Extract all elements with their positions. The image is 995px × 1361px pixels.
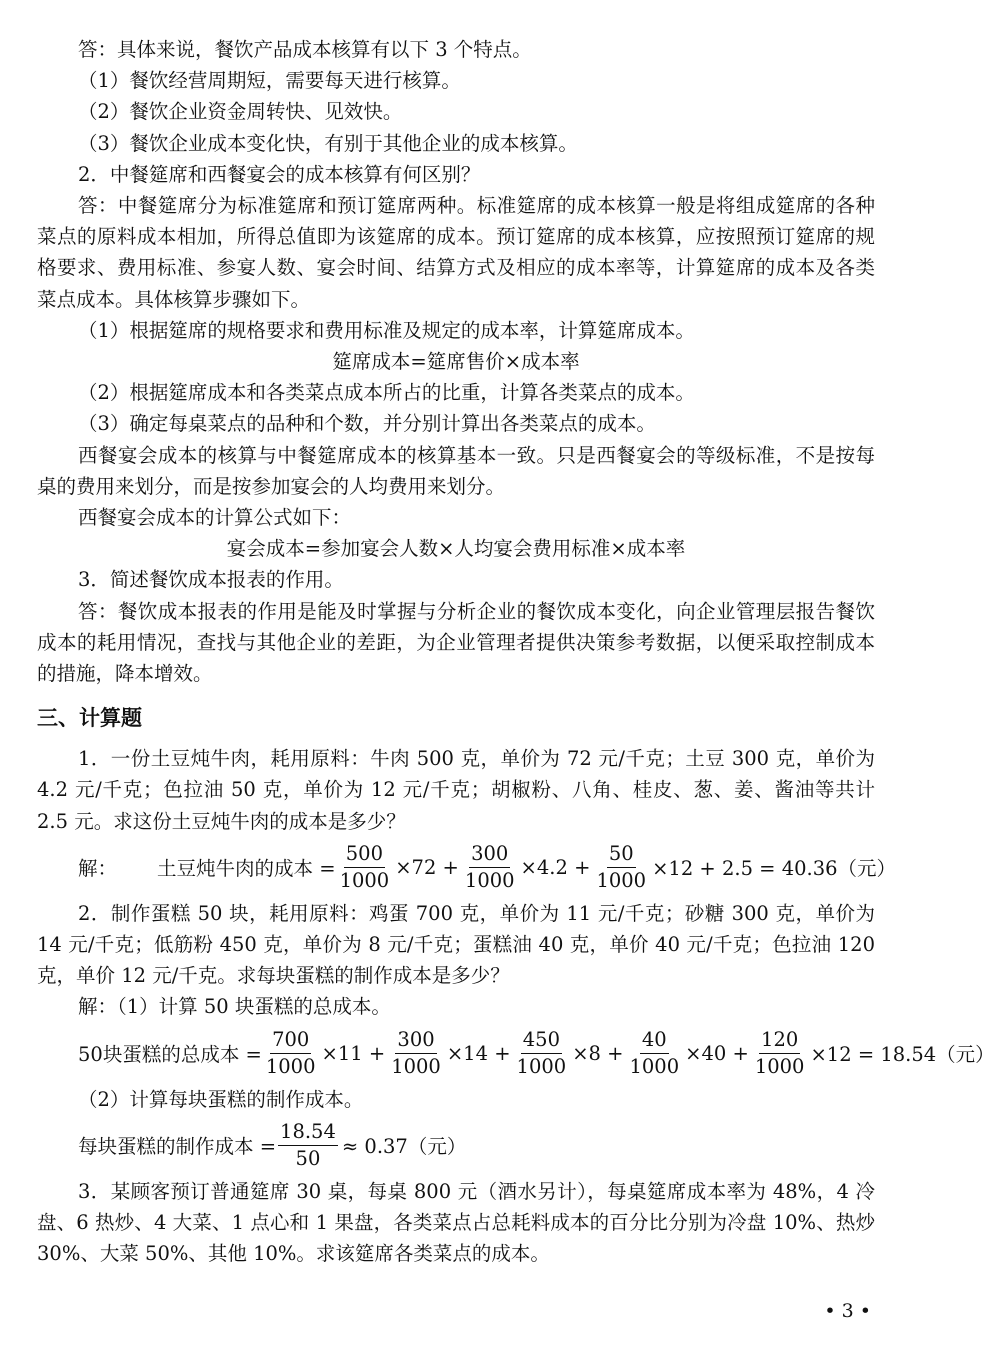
equation-term: ×11 + bbox=[321, 1041, 386, 1065]
denominator: 1000 bbox=[265, 1054, 316, 1078]
equation-term: ×14 + bbox=[446, 1041, 511, 1065]
answer-2-step-2: （2）根据筵席成本和各类菜点成本所占的比重，计算各类菜点的成本。 bbox=[78, 381, 695, 405]
calc-2-step-2: （2）计算每块蛋糕的制作成本。 bbox=[78, 1087, 364, 1111]
fraction bbox=[278, 1119, 338, 1172]
formula-banquet-cost: 筵席成本=筵席售价×成本率 bbox=[332, 350, 580, 374]
equation-lhs: 土豆炖牛肉的成本 = bbox=[157, 857, 336, 881]
calc-2-step-1: 解：（1）计算 50 块蛋糕的总成本。 bbox=[78, 995, 391, 1019]
calc-question-3: 3．某顾客预订普通筵席 30 桌，每桌 800 元（酒水另计），每桌筵席成本率为 48%，4 冷盘、6 热炒、4 大菜、1 点心和 1 果盘，各类菜点占总耗料成本的百分比分别为冷盘 10%、热炒 30%、大菜 50%、其他 10%。求该筵席各类菜点的成本。 bbox=[37, 1179, 875, 1266]
denominator: 1000 bbox=[754, 1054, 805, 1078]
numerator: 450 bbox=[521, 1027, 562, 1054]
fraction bbox=[463, 841, 517, 894]
denominator: 1000 bbox=[391, 1054, 441, 1078]
page-number: • 3 • bbox=[824, 1300, 871, 1322]
numerator: 500 bbox=[344, 841, 385, 868]
denominator: 1000 bbox=[516, 1054, 567, 1078]
answer-2-formula-intro: 西餐宴会成本的计算公式如下： bbox=[78, 506, 352, 530]
equation-cake-total bbox=[37, 1027, 995, 1080]
numerator: 700 bbox=[270, 1027, 311, 1054]
numerator: 40 bbox=[640, 1027, 669, 1054]
fraction bbox=[338, 841, 392, 894]
denominator: 1000 bbox=[629, 1054, 680, 1078]
answer-1-point-3: （3）餐饮企业成本变化快，有别于其他企业的成本核算。 bbox=[78, 131, 578, 155]
denominator: 50 bbox=[295, 1146, 321, 1170]
fraction bbox=[515, 1027, 569, 1080]
fraction bbox=[594, 841, 648, 894]
answer-2-step-3: （3）确定每桌菜点的品种和个数，并分别计算出各类菜点的成本。 bbox=[78, 412, 656, 436]
calc-question-2: 2．制作蛋糕 50 块，耗用原料：鸡蛋 700 克，单价为 11 元/千克；砂糖 300 克，单价为 14 元/千克；低筋粉 450 克，单价为 8 元/千克；蛋糕油 40 克，单价 40 元/千克；色拉油 120 克，单价 12 元/千克。求每块蛋糕的制作成本是多少？ bbox=[37, 901, 875, 988]
answer-1-intro: 答：具体来说，餐饮产品成本核算有以下 3 个特点。 bbox=[78, 38, 532, 61]
numerator: 300 bbox=[395, 1027, 436, 1054]
equation-term: ×72 + bbox=[395, 855, 459, 879]
denominator: 1000 bbox=[596, 868, 647, 892]
question-3: 3．简述餐饮成本报表的作用。 bbox=[78, 568, 344, 592]
numerator: 18.54 bbox=[278, 1119, 338, 1146]
question-2: 2．中餐筵席和西餐宴会的成本核算有何区别？ bbox=[78, 162, 481, 186]
section-heading-calculation: 三、计算题 bbox=[37, 706, 142, 731]
numerator: 50 bbox=[607, 841, 636, 868]
calc-question-1: 1．一份土豆炖牛肉，耗用原料：牛肉 500 克，单价为 72 元/千克；土豆 300 克，单价为 4.2 元/千克；色拉油 50 克，单价为 12 元/千克；胡椒粉、八角、桂皮、葱、姜、酱油等共计 2.5 元。求这份土豆炖牛肉的成本是多少？ bbox=[37, 747, 875, 833]
answer-1-point-1: （1）餐饮经营周期短，需要每天进行核算。 bbox=[78, 69, 461, 93]
formula-western-banquet: 宴会成本=参加宴会人数×人均宴会费用标准×成本率 bbox=[226, 537, 686, 561]
equation-cake-unit bbox=[37, 1119, 875, 1172]
denominator: 1000 bbox=[339, 868, 390, 892]
answer-3: 答：餐饮成本报表的作用是能及时掌握与分析企业的餐饮成本变化，向企业管理层报告餐饮成本的耗用情况，查找与其他企业的差距，为企业管理者提供决策参考数据，以便采取控制成本的措施，降本增效。 bbox=[37, 599, 875, 686]
equation-term: ×8 + bbox=[572, 1041, 624, 1065]
equation-term: ×12 = 18.54（元） bbox=[810, 1043, 995, 1067]
numerator: 300 bbox=[469, 841, 510, 868]
answer-2-western: 西餐宴会成本的核算与中餐筵席成本的核算基本一致。只是西餐宴会的等级标准，不是按每桌的费用来划分，而是按参加宴会的人均费用来划分。 bbox=[37, 443, 875, 498]
equation-term: ×40 + bbox=[685, 1041, 749, 1065]
equation-term: ×12 + 2.5 = 40.36（元） bbox=[652, 857, 897, 881]
solution-prefix: 解： bbox=[78, 857, 118, 881]
equation-term: ≈ 0.37（元） bbox=[341, 1135, 467, 1159]
denominator: 1000 bbox=[464, 868, 515, 892]
fraction bbox=[264, 1027, 318, 1080]
equation-lhs: 50块蛋糕的总成本 = bbox=[78, 1043, 262, 1067]
answer-2-step-1: （1）根据筵席的规格要求和费用标准及规定的成本率，计算筵席成本。 bbox=[78, 318, 695, 342]
fraction bbox=[753, 1027, 807, 1080]
fraction bbox=[389, 1027, 443, 1080]
equation-beef-cost bbox=[37, 841, 897, 894]
fraction bbox=[627, 1027, 681, 1080]
document-page bbox=[37, 34, 995, 1270]
numerator: 120 bbox=[759, 1027, 800, 1054]
answer-2: 答：中餐筵席分为标准筵席和预订筵席两种。标准筵席的成本核算一般是将组成筵席的各种菜点的原料成本相加，所得总值即为该筵席的成本。预订筵席的成本核算，应按照预订筵席的规格要求、费用标准、参宴人数、宴会时间、结算方式及相应的成本率等，计算筵席的成本及各类菜点成本。具体核算步骤如下。 bbox=[37, 194, 875, 311]
equation-lhs: 每块蛋糕的制作成本 = bbox=[78, 1135, 277, 1159]
answer-1-point-2: （2）餐饮企业资金周转快、见效快。 bbox=[78, 100, 403, 124]
equation-term: ×4.2 + bbox=[520, 855, 591, 879]
